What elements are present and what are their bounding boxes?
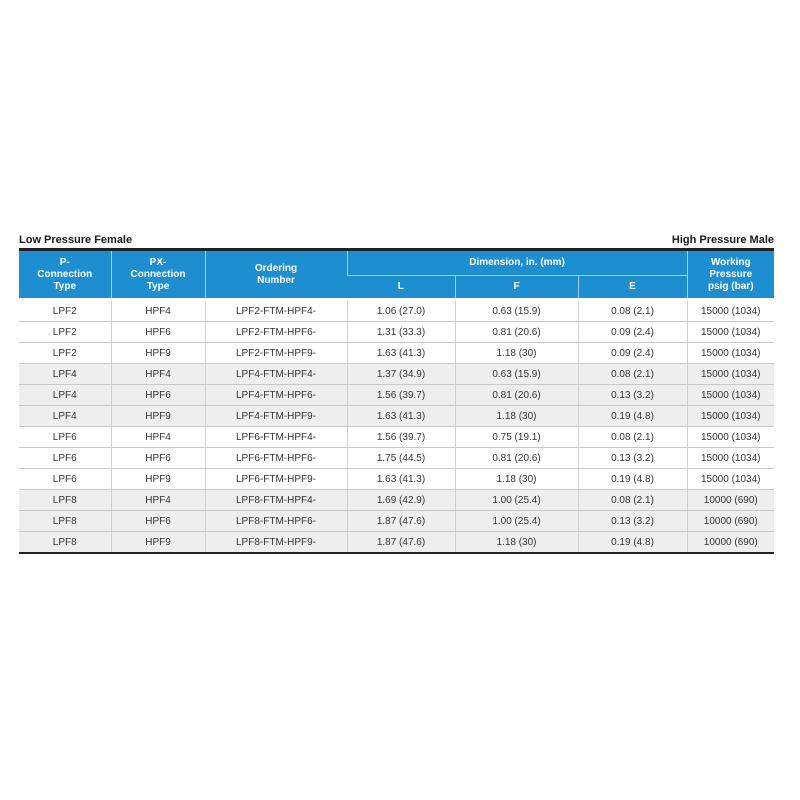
dimension-e-cell: 0.19 (4.8) — [578, 406, 687, 427]
dimension-l-cell: 1.37 (34.9) — [347, 364, 455, 385]
px-connection-cell: HPF9 — [111, 532, 205, 553]
low-pressure-female-caption: Low Pressure Female — [19, 234, 133, 246]
p-connection-cell: LPF8 — [19, 490, 111, 511]
dimension-group-header: Dimension, in. (mm) — [347, 251, 687, 276]
dimension-f-cell: 1.18 (30) — [455, 532, 578, 553]
dimension-f-header: F — [455, 276, 578, 299]
p-connection-cell: LPF8 — [19, 511, 111, 532]
ordering-number-cell: LPF2-FTM-HPF4- — [205, 301, 347, 322]
working-pressure-cell: 15000 (1034) — [687, 385, 774, 406]
px-connection-cell: HPF4 — [111, 364, 205, 385]
ordering-number-cell: LPF2-FTM-HPF9- — [205, 343, 347, 364]
table-row — [19, 511, 774, 532]
p-connection-cell: LPF6 — [19, 448, 111, 469]
table-row — [19, 448, 774, 469]
ordering-number-header: Ordering Number — [205, 251, 347, 298]
bottom-rule — [19, 552, 774, 554]
ordering-number-cell: LPF4-FTM-HPF9- — [205, 406, 347, 427]
p-connection-type-header: P- Connection Type — [19, 251, 111, 298]
ordering-number-cell: LPF8-FTM-HPF4- — [205, 490, 347, 511]
dimension-f-cell: 1.00 (25.4) — [455, 490, 578, 511]
table-row — [19, 364, 774, 385]
fitting-spec-table — [19, 251, 774, 552]
dimension-l-cell: 1.69 (42.9) — [347, 490, 455, 511]
dimension-e-cell: 0.13 (3.2) — [578, 511, 687, 532]
px-connection-cell: HPF4 — [111, 490, 205, 511]
dimension-e-cell: 0.13 (3.2) — [578, 385, 687, 406]
table-row — [19, 322, 774, 343]
dimension-f-cell: 0.81 (20.6) — [455, 448, 578, 469]
working-pressure-header: Working Pressure psig (bar) — [687, 251, 774, 298]
dimension-f-cell: 1.18 (30) — [455, 469, 578, 490]
dimension-e-cell: 0.19 (4.8) — [578, 532, 687, 553]
dimension-e-cell: 0.13 (3.2) — [578, 448, 687, 469]
working-pressure-cell: 10000 (690) — [687, 511, 774, 532]
dimension-f-cell: 0.63 (15.9) — [455, 364, 578, 385]
ordering-number-cell: LPF6-FTM-HPF9- — [205, 469, 347, 490]
dimension-f-cell: 1.18 (30) — [455, 343, 578, 364]
dimension-l-cell: 1.63 (41.3) — [347, 469, 455, 490]
working-pressure-cell: 15000 (1034) — [687, 301, 774, 322]
dimension-e-cell: 0.09 (2.4) — [578, 343, 687, 364]
high-pressure-male-caption: High Pressure Male — [671, 234, 774, 246]
working-pressure-cell: 10000 (690) — [687, 490, 774, 511]
px-connection-cell: HPF9 — [111, 469, 205, 490]
dimension-e-cell: 0.08 (2.1) — [578, 364, 687, 385]
p-connection-cell: LPF2 — [19, 343, 111, 364]
caption-row — [19, 231, 774, 247]
dimension-e-cell: 0.19 (4.8) — [578, 469, 687, 490]
dimension-l-cell: 1.06 (27.0) — [347, 301, 455, 322]
ordering-number-cell: LPF6-FTM-HPF4- — [205, 427, 347, 448]
p-connection-cell: LPF2 — [19, 322, 111, 343]
px-connection-cell: HPF9 — [111, 406, 205, 427]
dimension-e-cell: 0.08 (2.1) — [578, 301, 687, 322]
p-connection-cell: LPF6 — [19, 427, 111, 448]
dimension-e-cell: 0.08 (2.1) — [578, 427, 687, 448]
ordering-number-cell: LPF8-FTM-HPF6- — [205, 511, 347, 532]
dimension-l-cell: 1.63 (41.3) — [347, 343, 455, 364]
working-pressure-cell: 15000 (1034) — [687, 448, 774, 469]
px-connection-cell: HPF6 — [111, 511, 205, 532]
p-connection-cell: LPF6 — [19, 469, 111, 490]
dimension-f-cell: 0.63 (15.9) — [455, 301, 578, 322]
table-row — [19, 427, 774, 448]
dimension-l-cell: 1.31 (33.3) — [347, 322, 455, 343]
dimension-f-cell: 0.81 (20.6) — [455, 385, 578, 406]
dimension-l-cell: 1.56 (39.7) — [347, 427, 455, 448]
table-header — [19, 251, 774, 298]
p-connection-cell: LPF4 — [19, 364, 111, 385]
working-pressure-cell: 15000 (1034) — [687, 364, 774, 385]
px-connection-cell: HPF6 — [111, 322, 205, 343]
dimension-e-header: E — [578, 276, 687, 299]
working-pressure-cell: 15000 (1034) — [687, 343, 774, 364]
px-connection-cell: HPF6 — [111, 385, 205, 406]
dimension-f-cell: 0.81 (20.6) — [455, 322, 578, 343]
p-connection-cell: LPF4 — [19, 406, 111, 427]
p-connection-cell: LPF2 — [19, 301, 111, 322]
dimension-e-cell: 0.09 (2.4) — [578, 322, 687, 343]
table-row — [19, 385, 774, 406]
working-pressure-cell: 15000 (1034) — [687, 469, 774, 490]
dimension-l-header: L — [347, 276, 455, 299]
px-connection-type-header: PX- Connection Type — [111, 251, 205, 298]
spec-sheet — [19, 231, 774, 554]
table-row — [19, 490, 774, 511]
working-pressure-cell: 15000 (1034) — [687, 406, 774, 427]
table-row — [19, 301, 774, 322]
px-connection-cell: HPF6 — [111, 448, 205, 469]
table-row — [19, 406, 774, 427]
dimension-f-cell: 0.75 (19.1) — [455, 427, 578, 448]
dimension-l-cell: 1.87 (47.6) — [347, 511, 455, 532]
table-row — [19, 469, 774, 490]
px-connection-cell: HPF9 — [111, 343, 205, 364]
dimension-f-cell: 1.00 (25.4) — [455, 511, 578, 532]
ordering-number-cell: LPF2-FTM-HPF6- — [205, 322, 347, 343]
dimension-f-cell: 1.18 (30) — [455, 406, 578, 427]
working-pressure-cell: 15000 (1034) — [687, 322, 774, 343]
dimension-l-cell: 1.63 (41.3) — [347, 406, 455, 427]
dimension-l-cell: 1.56 (39.7) — [347, 385, 455, 406]
ordering-number-cell: LPF4-FTM-HPF6- — [205, 385, 347, 406]
working-pressure-cell: 15000 (1034) — [687, 427, 774, 448]
ordering-number-cell: LPF4-FTM-HPF4- — [205, 364, 347, 385]
p-connection-cell: LPF4 — [19, 385, 111, 406]
ordering-number-cell: LPF8-FTM-HPF9- — [205, 532, 347, 553]
ordering-number-cell: LPF6-FTM-HPF6- — [205, 448, 347, 469]
dimension-l-cell: 1.75 (44.5) — [347, 448, 455, 469]
p-connection-cell: LPF8 — [19, 532, 111, 553]
table-row — [19, 343, 774, 364]
px-connection-cell: HPF4 — [111, 427, 205, 448]
working-pressure-cell: 10000 (690) — [687, 532, 774, 553]
dimension-l-cell: 1.87 (47.6) — [347, 532, 455, 553]
px-connection-cell: HPF4 — [111, 301, 205, 322]
table-row — [19, 532, 774, 553]
table-body — [19, 298, 774, 552]
dimension-e-cell: 0.08 (2.1) — [578, 490, 687, 511]
